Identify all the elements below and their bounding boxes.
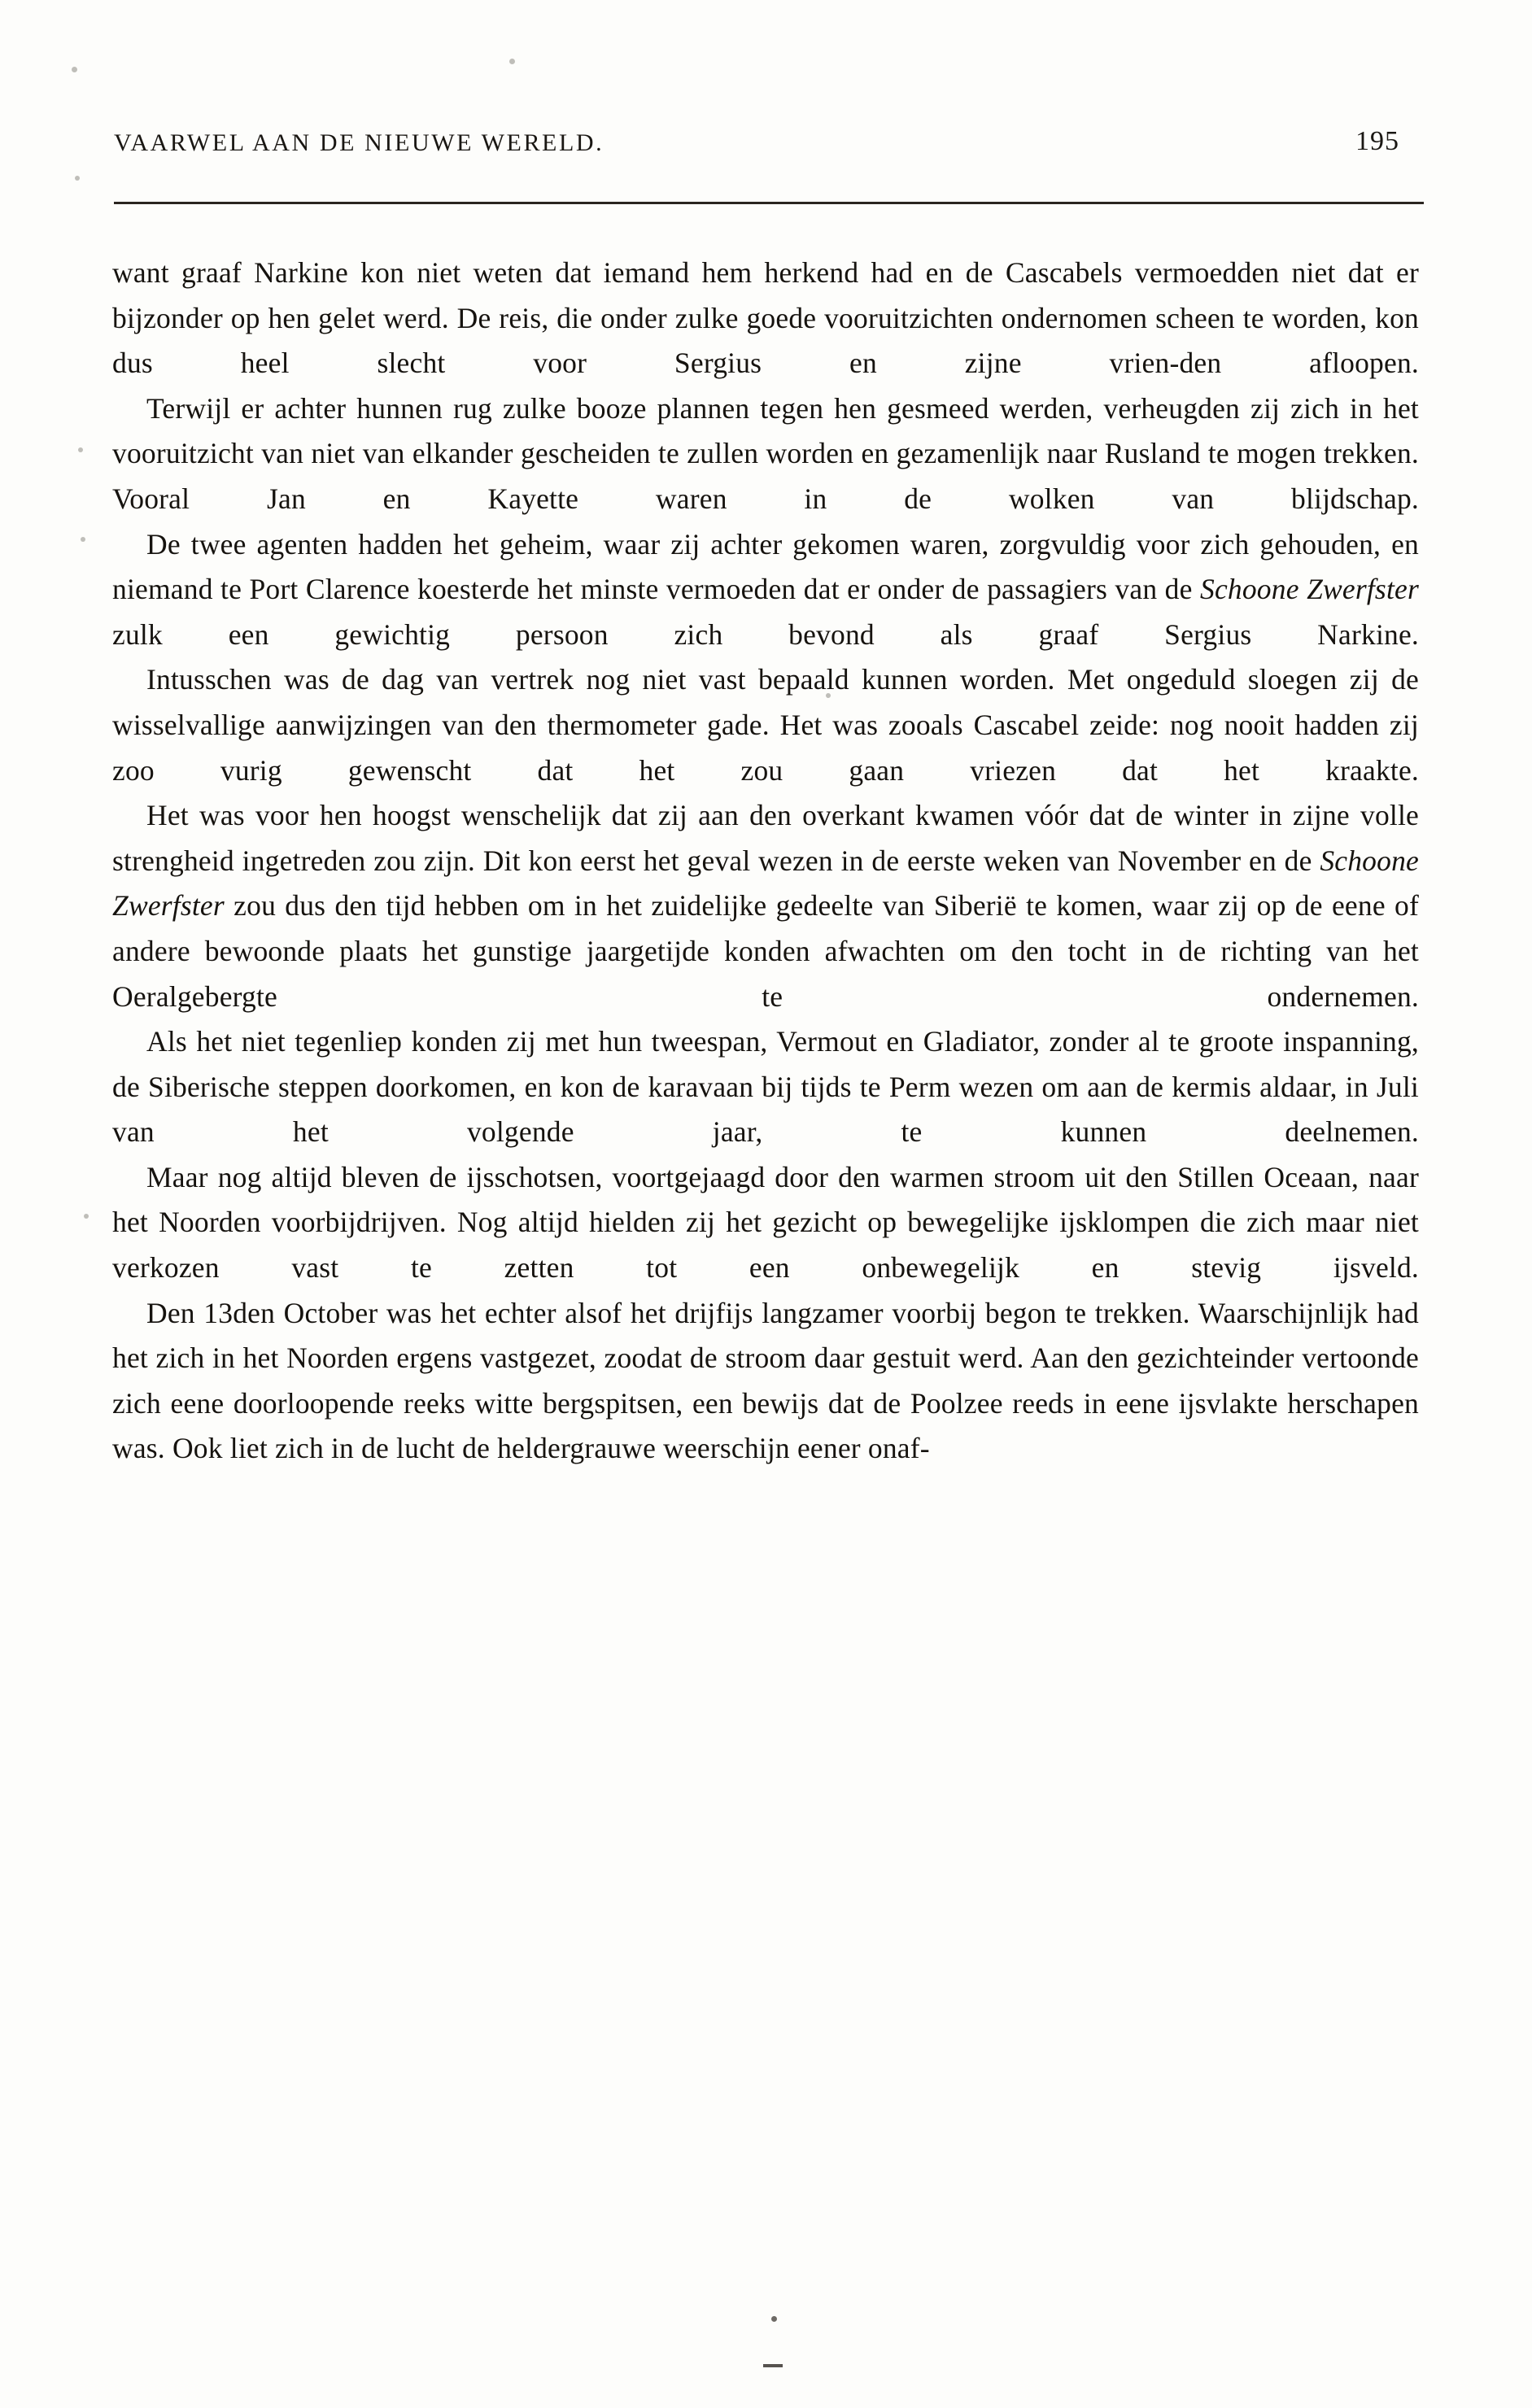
scan-speckle bbox=[509, 59, 515, 64]
text-run: Het was voor hen hoogst wenschelijk dat zij aan den overkant kwamen vóór dat de winter in zijne volle strengheid ingetreden zou zijn. Dit kon eerst het geval wezen in de eerste weken van November en de bbox=[112, 799, 1419, 877]
text-run: De twee agenten hadden het geheim, waar zij achter gekomen waren, zorgvuldig voor zich gehouden, en niemand te Port Clarence koesterde het minste vermoeden dat er onder de passagiers van de bbox=[112, 527, 1419, 606]
header-rule bbox=[114, 202, 1424, 204]
text-run: want graaf Narkine kon niet weten dat iemand hem herkend had en de Cascabels vermoedden niet dat er bijzonder op hen gelet werd. De reis, die onder zulke goede vooruitzichten ondernomen scheen te worden, kon dus heel slecht voor Sergius en zijne vrien-den afloopen. bbox=[112, 256, 1419, 380]
text-run: Terwijl er achter hunnen rug zulke booze plannen tegen hen gesmeed werden, verheugden zij zich in het vooruitzicht van niet van elkander gescheiden te zullen worden en gezamenlijk naar Rusland te mogen trekken. Vooral Jan en Kayette waren in de wolken van blijdschap. bbox=[112, 391, 1419, 515]
scan-speckle bbox=[78, 447, 83, 452]
body-paragraph bbox=[112, 1155, 1419, 1291]
scan-speckle bbox=[75, 176, 80, 181]
body-paragraph bbox=[112, 522, 1419, 658]
scan-artifact-dot bbox=[771, 2316, 777, 2322]
text-run: Maar nog altijd bleven de ijsschotsen, voortgejaagd door den warmen stroom uit den Stillen Oceaan, naar het Noorden voorbijdrijven. Nog altijd hielden zij het gezicht op bewegelijke ijsklompen die zich maar niet verkozen vast te zetten tot een onbewegelijk en stevig ijsveld. bbox=[112, 1160, 1419, 1285]
italic-title: Schoone Zwerfster bbox=[1200, 573, 1419, 606]
body-paragraph bbox=[112, 1019, 1419, 1155]
body-paragraph bbox=[112, 1291, 1419, 1472]
page-header bbox=[114, 126, 1416, 157]
body-paragraph bbox=[112, 793, 1419, 1019]
page-body bbox=[112, 251, 1419, 1472]
italic-title: Schoone Zwerfster bbox=[112, 844, 1419, 923]
body-paragraph bbox=[112, 386, 1419, 522]
scan-speckle bbox=[84, 1214, 89, 1219]
scan-speckle bbox=[81, 537, 85, 542]
text-run: zou dus den tijd hebben om in het zuidelijke gedeelte van Siberië te komen, waar zij op de eene of andere bewoonde plaats het gunstige jaargetijde konden afwachten om den tocht in de richting van het Oeralgebergte te ondernemen. bbox=[112, 889, 1419, 1013]
text-run: Intusschen was de dag van vertrek nog niet vast bepaald kunnen worden. Met ongeduld sloegen zij de wisselvallige aanwijzingen van den thermometer gade. Het was zooals Cascabel zeide: nog nooit hadden zij zoo vurig gewenscht dat het zou gaan vriezen dat het kraakte. bbox=[112, 663, 1419, 787]
scan-artifact-dash bbox=[763, 2364, 783, 2367]
text-run: Den 13den October was het echter alsof het drijfijs langzamer voorbij begon te trekken. Waarschijnlijk had het zich in het Noorden ergens vastgezet, zoodat de stroom daar gestuit werd. Aan den gezichteinder vertoonde zich eene doorloopende reeks witte bergspitsen, een bewijs dat de Poolzee reeds in eene ijsvlakte herschapen was. Ook liet zich in de lucht de heldergrauwe weerschijn eener onaf- bbox=[112, 1296, 1419, 1465]
text-run: zulk een gewichtig persoon zich bevond als graaf Sergius Narkine. bbox=[112, 617, 1419, 651]
body-paragraph bbox=[112, 657, 1419, 793]
page-number: 195 bbox=[1355, 126, 1399, 156]
body-paragraph bbox=[112, 251, 1419, 386]
scan-speckle bbox=[72, 67, 77, 72]
running-head: VAARWEL AAN DE NIEUWE WERELD. bbox=[114, 129, 605, 156]
text-run: Als het niet tegenliep konden zij met hun tweespan, Vermout en Gladiator, zonder al te groote inspanning, de Siberische steppen doorkomen, en kon de karavaan bij tijds te Perm wezen om aan de kermis aldaar, in Juli van het volgende jaar, te kunnen deelnemen. bbox=[112, 1025, 1419, 1149]
